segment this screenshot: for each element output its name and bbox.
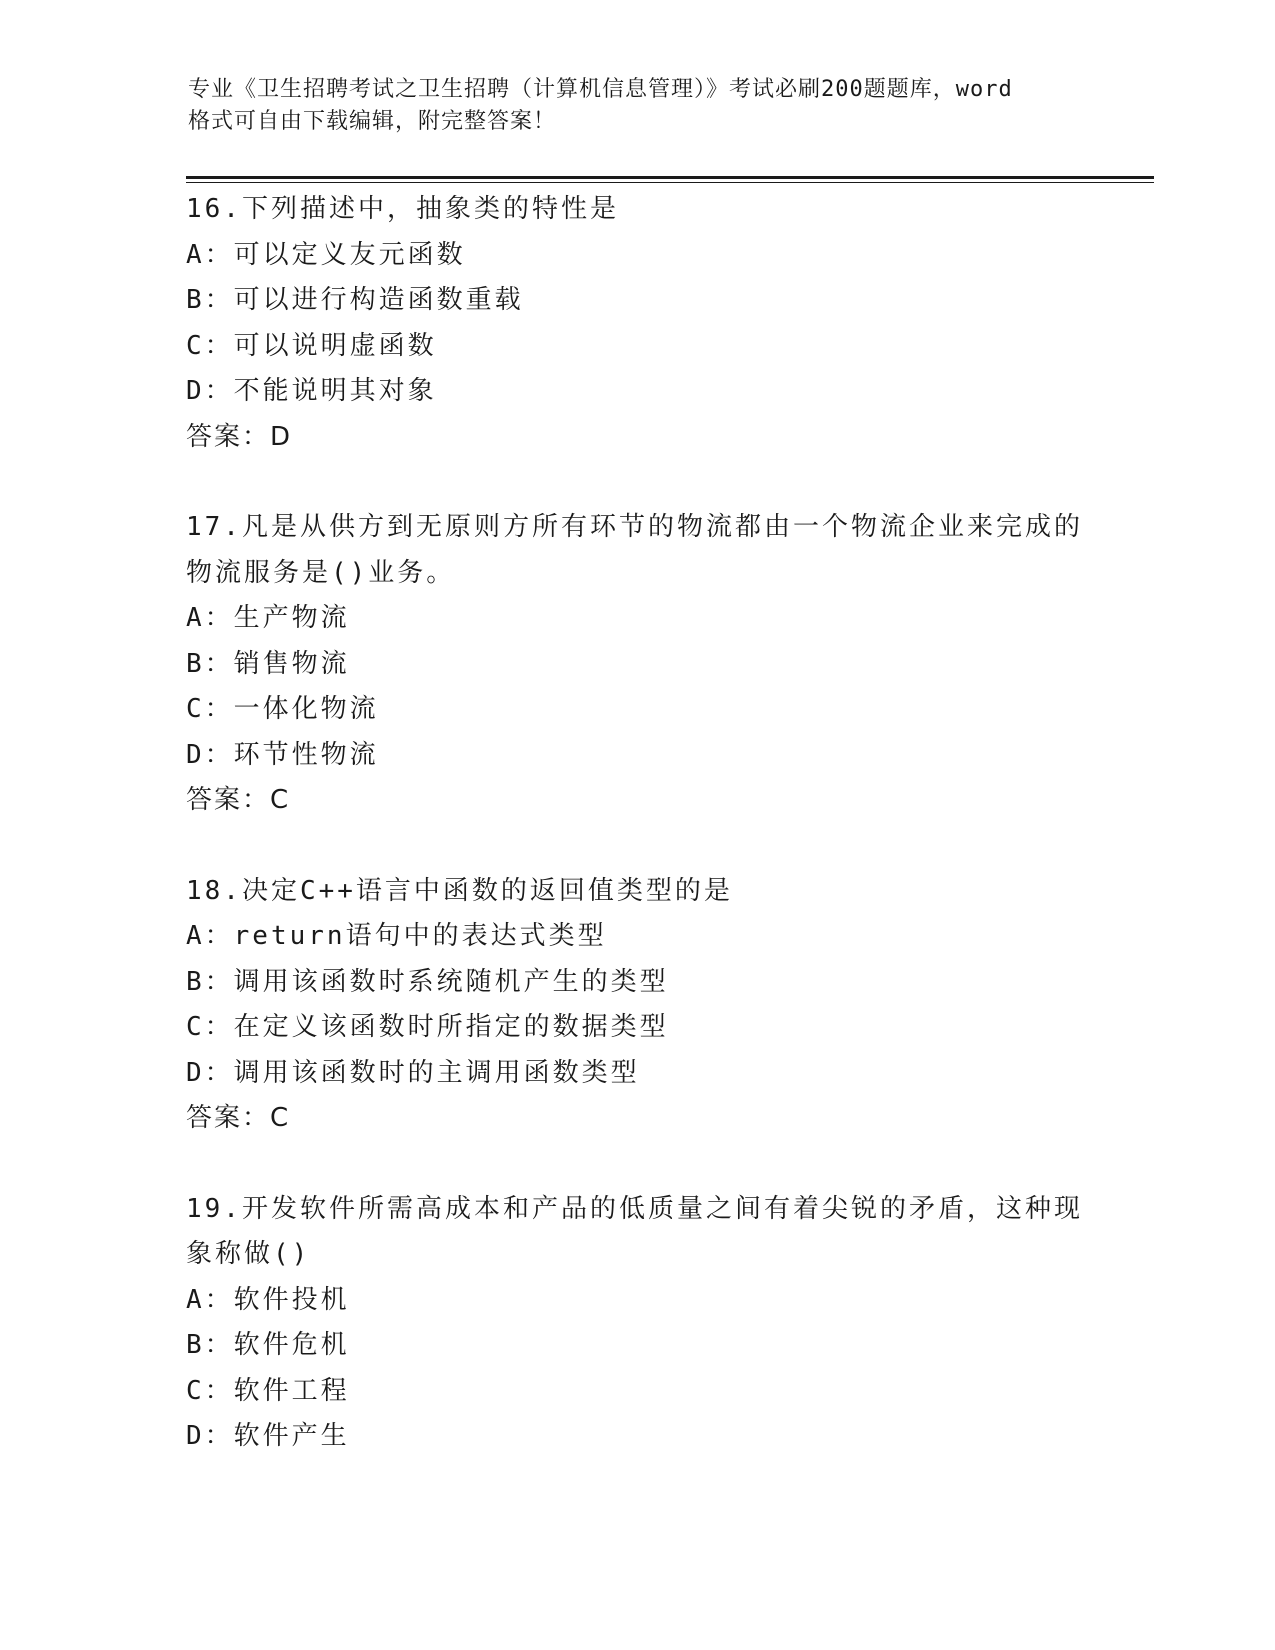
question-17	[186, 505, 1086, 824]
option-a: A：软件投机	[186, 1284, 350, 1315]
question-stem: 19.开发软件所需高成本和产品的低质量之间有着尖锐的矛盾，这种现	[186, 1193, 1083, 1224]
question-stem: 16.下列描述中，抽象类的特性是	[186, 194, 619, 224]
option-b: B：软件危机	[186, 1330, 350, 1360]
question-18	[186, 869, 1086, 1142]
header-line-2: 格式可自由下载编辑，附完整答案！	[188, 109, 557, 134]
option-a: A：生产物流	[186, 603, 350, 633]
question-stem-continued: 物流服务是()业务。	[186, 557, 456, 588]
answer-label: 答案：C	[186, 785, 291, 815]
question-stem: 18.决定C++语言中函数的返回值类型的是	[186, 875, 733, 906]
header-divider-thick	[186, 176, 1154, 179]
option-d: D：调用该函数时的主调用函数类型	[186, 1057, 640, 1088]
option-a: A：可以定义友元函数	[186, 239, 466, 270]
question-19	[186, 1187, 1086, 1460]
option-d: D：不能说明其对象	[186, 376, 437, 406]
question-stem-continued: 象称做()	[186, 1239, 311, 1269]
question-stem: 17.凡是从供方到无原则方所有环节的物流都由一个物流企业来完成的	[186, 512, 1083, 542]
header-line-1: 专业《卫生招聘考试之卫生招聘（计算机信息管理）》考试必刷200题题库，word	[188, 77, 1013, 102]
question-list	[186, 187, 1086, 1505]
header-divider-thin	[186, 182, 1154, 183]
option-b: B：销售物流	[186, 648, 350, 679]
option-b: B：可以进行构造函数重载	[186, 285, 524, 315]
option-c: C：软件工程	[186, 1375, 350, 1406]
option-c: C：在定义该函数时所指定的数据类型	[186, 1012, 669, 1042]
option-d: D：环节性物流	[186, 739, 379, 770]
answer-label: 答案：D	[186, 421, 293, 452]
document-header	[188, 74, 1088, 138]
option-c: C：可以说明虚函数	[186, 330, 437, 361]
option-a: A：return语句中的表达式类型	[186, 921, 607, 951]
answer-label: 答案：C	[186, 1103, 291, 1133]
option-b: B：调用该函数时系统随机产生的类型	[186, 966, 669, 997]
option-c: C：一体化物流	[186, 694, 379, 724]
question-16	[186, 187, 1086, 460]
option-d: D：软件产生	[186, 1421, 350, 1451]
